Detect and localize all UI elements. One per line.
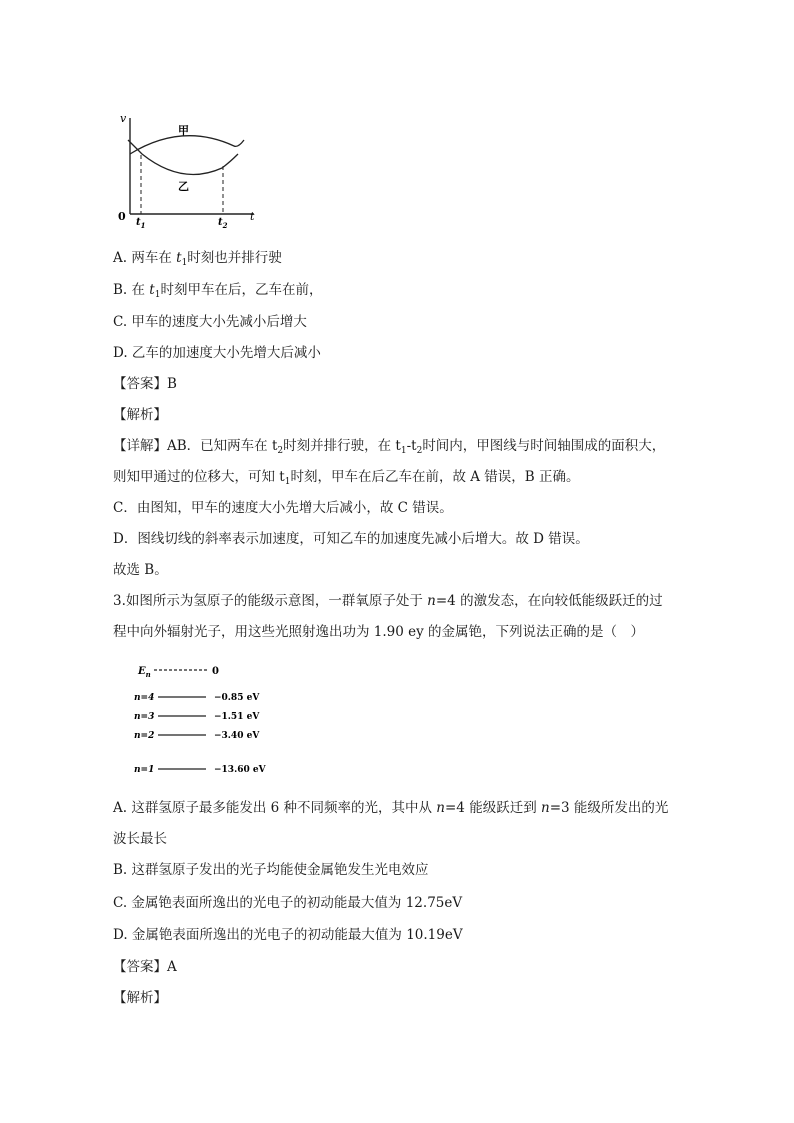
q2-detail-2: 则知甲通过的位移大，可知 $t_1$时刻，甲车在后乙车在前，故 A 错误，B 正确。 xyxy=(113,469,580,487)
vt-graph xyxy=(112,110,262,230)
axis-v-label: v xyxy=(120,112,127,125)
q2-detail-3: C．由图知，甲车的速度大小先增大后减小，故 C 错误。 xyxy=(113,500,453,516)
level-n2-label: n=2 xyxy=(134,731,155,741)
origin-label: 0 xyxy=(118,210,126,223)
q2-option-d: D. 乙车的加速度大小先增大后减小 xyxy=(113,345,321,361)
q2-option-c: C. 甲车的速度大小先减小后增大 xyxy=(113,314,307,330)
q3-stem-1: 3.如图所示为氢原子的能级示意图，一群氧原子处于 n=4 的激发态，在向较低能级跃迁的过 xyxy=(113,593,663,609)
q3-option-a-line-1: A. 这群氢原子最多能发出 6 种不同频率的光，其中从 n=4 能级跃迁到 n=3 能级所发出的光 xyxy=(113,800,669,816)
q3-option-d: D. 金属铯表面所逸出的光电子的初动能最大值为 10.19eV xyxy=(113,927,463,943)
level-zero-value: 0 xyxy=(212,666,219,677)
q3-option-a-line-2: 波长最长 xyxy=(113,831,167,847)
level-n3-label: n=3 xyxy=(134,712,155,722)
q3-option-b: B. 这群氢原子发出的光子均能使金属铯发生光电效应 xyxy=(113,862,429,878)
level-n3-value: −1.51 eV xyxy=(214,712,260,722)
curve-yi xyxy=(128,140,238,174)
energy-level-diagram xyxy=(130,660,280,780)
q2-detail-4: D．图线切线的斜率表示加速度，可知乙车的加速度先减小后增大。故 D 错误。 xyxy=(113,531,589,547)
t2-label: $t_2$ xyxy=(218,217,228,230)
curve-yi-label: 乙 xyxy=(178,180,189,193)
axis-t-label: t xyxy=(250,210,255,223)
level-n4-label: n=4 xyxy=(134,693,155,703)
curve-jia xyxy=(130,136,244,154)
level-n2-value: −3.40 eV xyxy=(214,731,260,741)
t1-label: $t_1$ xyxy=(136,217,146,230)
curve-jia-label: 甲 xyxy=(178,124,189,137)
q2-answer: 【答案】B xyxy=(113,376,177,392)
q2-option-b: B. 在 $t_1$时刻甲车在后，乙车在前， xyxy=(113,282,323,300)
q2-option-a: A. 两车在 $t_1$时刻也并排行驶 xyxy=(113,250,282,268)
level-n4-value: −0.85 eV xyxy=(214,693,260,703)
q2-detail-1: 【详解】AB．已知两车在 $t_2$时刻并排行驶，在 $t_1-t_2$时间内，甲图线与时间轴围成的面积大， xyxy=(113,438,666,456)
level-n1-value: −13.60 eV xyxy=(214,765,266,775)
q3-option-c: C. 金属铯表面所逸出的光电子的初动能最大值为 12.75eV xyxy=(113,895,463,911)
q3-answer: 【答案】A xyxy=(113,959,177,975)
q3-analysis-heading: 【解析】 xyxy=(113,990,167,1006)
en-label: $E_n$ xyxy=(138,666,151,679)
q2-analysis-heading: 【解析】 xyxy=(113,407,167,423)
q2-conclusion: 故选 B。 xyxy=(113,562,168,578)
level-n1-label: n=1 xyxy=(134,765,155,775)
q3-stem-2: 程中向外辐射光子，用这些光照射逸出功为 1.90 ey 的金属铯，下列说法正确的是（ ） xyxy=(113,624,645,640)
